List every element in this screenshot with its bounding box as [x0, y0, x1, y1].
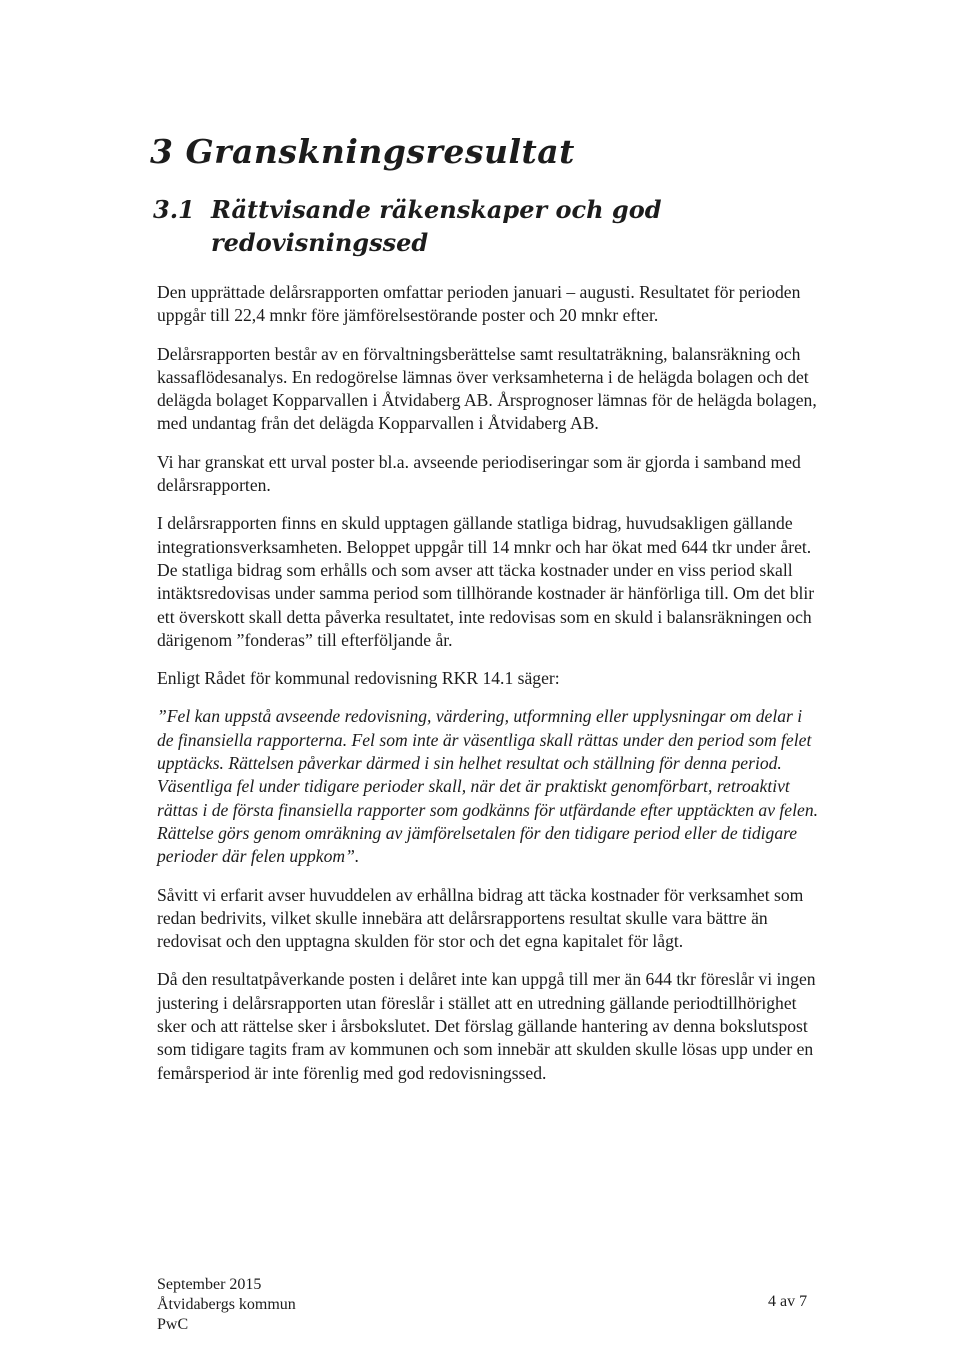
section-title: Rättvisande räkenskaper och god: [211, 195, 662, 224]
footer-date: September 2015: [157, 1276, 262, 1293]
footer: [157, 1275, 296, 1335]
section-title-line2: redovisningssed: [211, 228, 429, 257]
paragraph: Den upprättade delårsrapporten omfattar perioden januari – augusti. Resultatet för perioden uppgår till 22,4 mnkr före jämförelsestörande poster och 20 mnkr efter.: [157, 282, 801, 326]
paragraph: Då den resultatpåverkande posten i delåret inte kan uppgå till mer än 644 tkr föreslår vi ingen justering i delårsrapporten utan föreslår i stället att en utredning gällande periodtillhörighet sker och att rättelse sker i årsbokslutet. Det förslag gällande hantering av denna bokslutspost som tidigare tagits fram av kommunen och som innebär att skulden skulle lösas upp under en femårsperiod är inte förenlig med god redovisningssed.: [157, 969, 816, 1083]
paragraph: Såvitt vi erfarit avser huvuddelen av erhållna bidrag att täcka kostnader för verksamhet som redan bedrivits, vilket skulle innebära att delårsrapportens resultat skulle vara bättre än redovisat och den upptagna skulden för stor och det egna kapitalet för lågt.: [157, 884, 804, 952]
paragraph: Delårsrapporten består av en förvaltningsberättelse samt resultaträkning, balansräkning och kassaflödesanalys. En redogörelse lämnas över verksamheterna i de helägda bolagen och det delägda bolaget Kopparvallen i Åtvidaberg AB. Årsprognoser lämnas för de helägda bolagen, med undantag från det delägda Kopparvallen i Åtvidaberg AB.: [157, 343, 817, 434]
paragraph: Enligt Rådet för kommunal redovisning RKR 14.1 säger:: [157, 668, 560, 689]
section-heading: [153, 193, 853, 259]
footer-org: Åtvidabergs kommun: [157, 1296, 296, 1313]
paragraph: Vi har granskat ett urval poster bl.a. avseende periodiseringar som är gjorda i samband med delårsrapporten.: [157, 451, 801, 496]
quote-paragraph: ”Fel kan uppstå avseende redovisning, värdering, utformning eller upplysningar om delar i de finansiella rapporterna. Fel som inte är väsentliga skall rättas under den period som felet upptäcks. Rättelsen påverkar därmed i sin helhet resultat och ställning för denna period. Väsentliga fel under tidigare perioder skall, när det är praktiskt genomförbart, retroaktivt rättas i de första finansiella rapporter som godkänns för utfärdande efter upptäckten av felen. Rättelse görs genom omräkning av jämförelsetalen för den tidigare period eller de tidigare perioder där felen uppkom”.: [157, 706, 819, 867]
chapter-heading: 3 Granskningsresultat: [150, 132, 575, 171]
page-number: 4 av 7: [768, 1293, 808, 1310]
footer-firm: PwC: [157, 1316, 189, 1333]
section-number: 3.1: [153, 195, 195, 224]
body-text: [157, 281, 822, 1100]
paragraph: I delårsrapporten finns en skuld upptagen gällande statliga bidrag, huvudsakligen gällande integrationsverksamheten. Beloppet uppgår till 14 mnkr och har ökat med 644 tkr under året. De statliga bidrag som erhålls och som avser att täcka kostnader under en viss period skall intäktsredovisas under samma period som tillhörande kostnader är hänförliga till. Om det blir ett överskott skall detta påverka resultatet, inte redovisas som en skuld i balansräkningen och därigenom ”fonderas” till efterföljande år.: [157, 513, 815, 650]
